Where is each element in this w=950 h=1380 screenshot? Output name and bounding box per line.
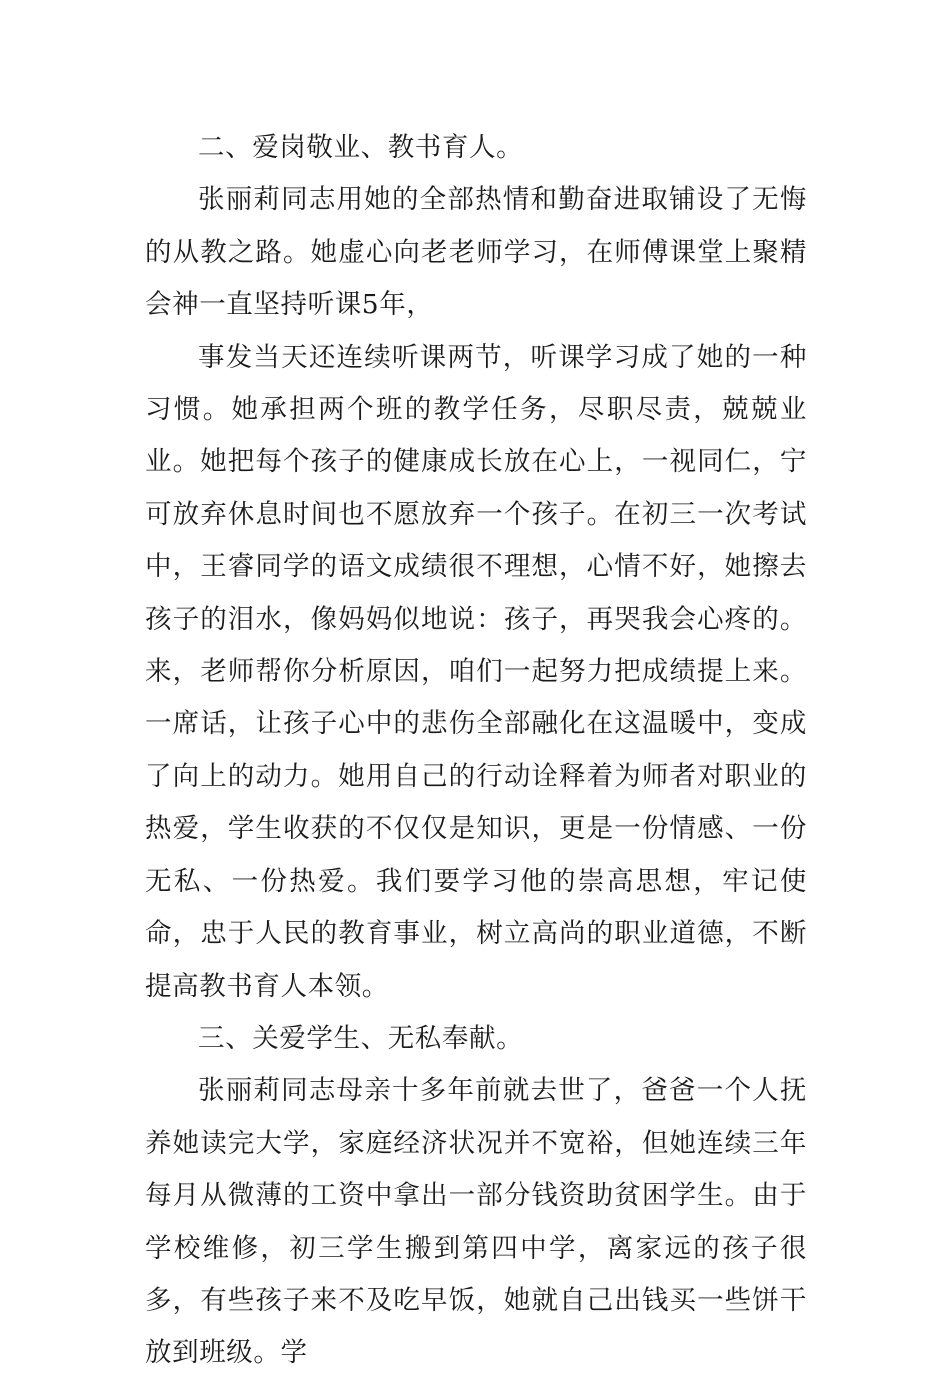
paragraph-teaching-path: 张丽莉同志用她的全部热情和勤奋进取铺设了无悔的从教之路。她虚心向老老师学习，在师傅课堂上聚精会神一直坚持听课5年， (145, 184, 807, 321)
section-heading-2: 二、爱岗敬业、教书育人。 (198, 132, 524, 163)
paragraph-dedication: 事发当天还连续听课两节，听课学习成了她的一种习惯。她承担两个班的教学任务，尽职尽责，兢兢业业。她把每个孩子的健康成长放在心上，一视同仁，宁可放弃休息时间也不愿放弃一个孩子。在初三一次考试中，王睿同学的语文成绩很不理想，心情不好，她擦去孩子的泪水，像妈妈似地说：孩子，再哭我会心疼的。来，老师帮你分析原因，咱们一起努力把成绩提上来。一席话，让孩子心中的悲伤全部融化在这温暖中，变成了向上的动力。她用自己的行动诠释着为师者对职业的热爱，学生收获的不仅仅是知识，更是一份情感、一份无私、一份热爱。我们要学习他的崇高思想，牢记使命，忠于人民的教育事业，树立高尚的职业道德，不断提高教书育人本领。 (145, 341, 807, 1002)
section-heading-3: 三、关爱学生、无私奉献。 (198, 1022, 524, 1054)
document-body (145, 122, 807, 1380)
paragraph-caring-students: 张丽莉同志母亲十多年前就去世了，爸爸一个人抚养她读完大学，家庭经济状况并不宽裕，但她连续三年每月从微薄的工资中拿出一部分钱资助贫困学生。由于学校维修，初三学生搬到第四中学，离家远的孩子很多，有些孩子来不及吃早饭，她就自己出钱买一些饼干放到班级。学 (145, 1075, 807, 1369)
